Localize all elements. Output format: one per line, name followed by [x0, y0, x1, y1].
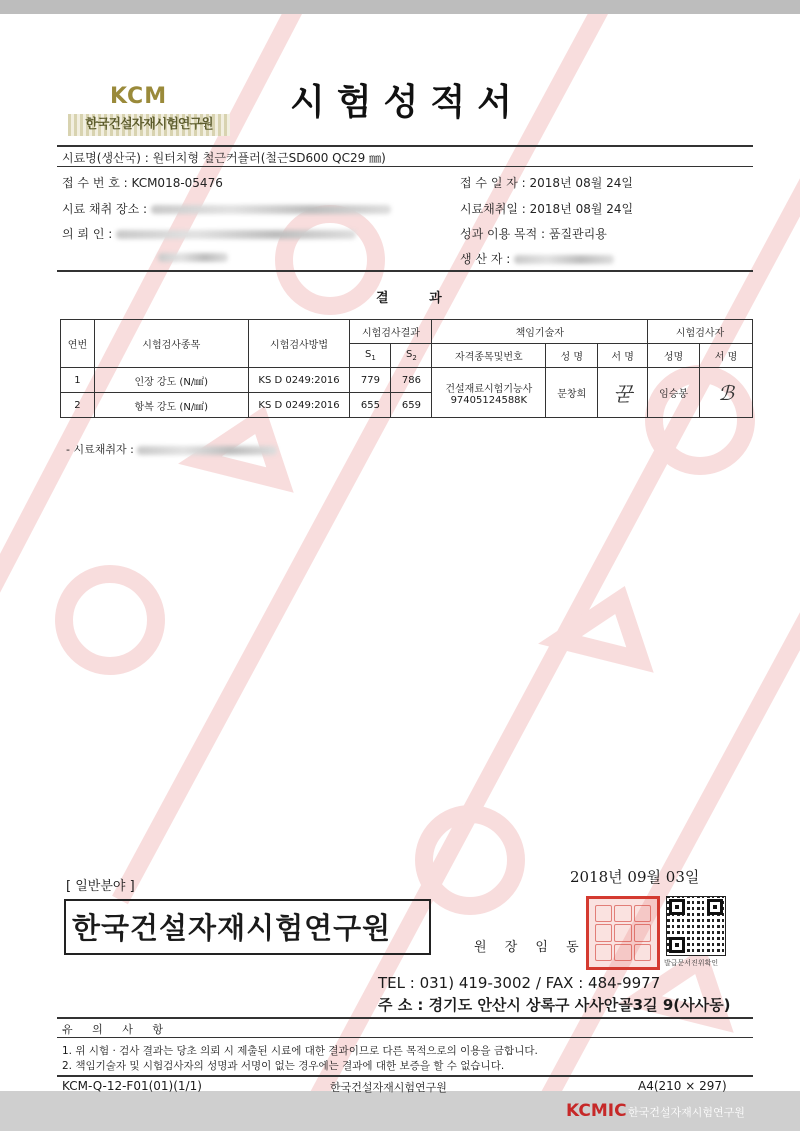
- receipt-no-value: KCM018-05476: [131, 176, 223, 190]
- sampler-row: [66, 441, 277, 457]
- contact-info: TEL : 031) 419-3002 / FAX : 484-9977: [378, 974, 661, 992]
- engineer-license-no: 97405124588K: [450, 394, 528, 406]
- header-result: 시험검사결과: [350, 320, 432, 344]
- receipt-no-label: 접 수 번 호: [62, 176, 120, 190]
- footer-institute: 한국건설자재시험연구원: [330, 1081, 447, 1094]
- table-row: [61, 368, 753, 393]
- footer-form-code: KCM-Q-12-F01(01)(1/1): [62, 1079, 202, 1093]
- row2-seq: 2: [61, 393, 95, 418]
- header-qualification: 자격종목및번호: [432, 344, 546, 368]
- logo-abbr: KCM: [110, 84, 168, 109]
- receipt-date-value: 2018년 08월 24일: [529, 176, 633, 190]
- sample-name-label: 시료명(생산국): [62, 151, 141, 165]
- engineer-qualification: 건설재료시험기능사: [445, 383, 533, 395]
- note-item-2: 2. 책임기술자 및 시험검사자의 성명과 서명이 없는 경우에는 결과에 대한 보증을 할 수 없습니다.: [62, 1060, 505, 1072]
- row1-item: 인장 강도 (N/㎟): [94, 368, 248, 393]
- issue-date: 2018년 09월 03일: [570, 868, 700, 886]
- category-label: [ 일반분야 ]: [66, 879, 135, 894]
- divider-notes-head: [57, 1037, 753, 1038]
- notes-heading: 유 의 사 항: [62, 1023, 171, 1036]
- header-tester-name: 성명: [648, 344, 700, 368]
- purpose-value: 품질관리용: [548, 227, 607, 241]
- header-s2: $S_2$: [391, 344, 432, 368]
- institute-logo: [68, 78, 230, 140]
- row2-s2: 659: [391, 393, 432, 418]
- client-second-line: [158, 250, 228, 264]
- row1-method: KS D 0249:2016: [248, 368, 350, 393]
- note-item-1: 1. 위 시험 · 검사 결과는 당초 의뢰 시 제출된 시료에 대한 결과이므로 다른 목적으로의 이용을 금합니다.: [62, 1045, 538, 1057]
- divider-notes-top: [57, 1017, 753, 1019]
- header-engineer-name: 성 명: [546, 344, 598, 368]
- kcmic-brand-text: 한국건설자재시험연구원: [628, 1106, 745, 1119]
- engineer-qualification-cell: [432, 368, 546, 418]
- results-heading: 결 과: [376, 291, 460, 306]
- official-seal-icon: [586, 896, 660, 970]
- row1-seq: 1: [61, 368, 95, 393]
- sampler-label: - 시료채취자 :: [66, 443, 134, 456]
- header-engineer: 책임기술자: [432, 320, 648, 344]
- footer-paper-size: A4(210 × 297): [638, 1079, 727, 1093]
- header-seq: 연번: [61, 320, 95, 368]
- header-tester-sign: 서 명: [700, 344, 753, 368]
- divider-top: [57, 145, 753, 147]
- institute-name-box: [64, 899, 431, 955]
- sample-name-value: 원터치형 철근커플러(철근SD600 QC29 ㎜): [152, 151, 386, 165]
- kcmic-brand-logo: KCMIC: [566, 1101, 627, 1121]
- header-method: 시험검사방법: [248, 320, 350, 368]
- redacted-client: [116, 230, 356, 239]
- table-header-row-1: [61, 320, 753, 344]
- redacted-producer: [514, 255, 614, 264]
- receipt-no-row: 접 수 번 호 : KCM018-05476: [62, 176, 223, 190]
- redacted-sampler: [137, 446, 277, 455]
- document-title: 시험성적서: [290, 82, 524, 123]
- qr-caption: 발급문서진위확인: [664, 959, 719, 967]
- address-info: 주 소 : 경기도 안산시 상록구 사사안골3길 9(사사동): [378, 996, 731, 1014]
- engineer-name: 문창희: [546, 368, 598, 418]
- receipt-date-label: 접 수 일 자: [460, 176, 518, 190]
- header-tester: 시험검사자: [648, 320, 753, 344]
- producer-label: 생 산 자: [460, 252, 503, 266]
- tester-name: 임승봉: [648, 368, 700, 418]
- institute-name: 한국건설자재시험연구원: [72, 911, 392, 945]
- collection-place-row: 시료 채취 장소 :: [62, 200, 391, 217]
- client-label: 의 뢰 인: [62, 227, 105, 241]
- header-engineer-sign: 서 명: [598, 344, 648, 368]
- row2-item: 항복 강도 (N/㎟): [94, 393, 248, 418]
- divider-notes-bottom: [57, 1075, 753, 1077]
- receipt-date-row: 접 수 일 자 : 2018년 08월 24일: [460, 176, 633, 190]
- purpose-label: 성과 이용 목적: [460, 227, 538, 241]
- collection-place-label: 시료 채취 장소: [62, 202, 140, 216]
- row2-s1: 655: [350, 393, 391, 418]
- producer-row: 생 산 자 :: [460, 250, 614, 267]
- collection-date-row: 시료채취일 : 2018년 08월 24일: [460, 202, 634, 216]
- divider-info-bottom: [57, 270, 753, 272]
- client-row: 의 뢰 인 :: [62, 225, 356, 242]
- row1-s2: 786: [391, 368, 432, 393]
- divider-sample-name: [57, 166, 753, 167]
- header-s1: $S_1$: [350, 344, 391, 368]
- row1-s1: 779: [350, 368, 391, 393]
- tester-signature: [700, 368, 753, 418]
- engineer-signature-mark: 꾿: [612, 382, 633, 406]
- row2-method: KS D 0249:2016: [248, 393, 350, 418]
- redacted-collection-place: [151, 205, 391, 214]
- logo-name: 한국건설자재시험연구원: [68, 114, 230, 136]
- director-title: 원 장 임 동: [474, 940, 586, 955]
- tester-signature-mark: ℬ: [718, 380, 734, 405]
- results-table: [60, 319, 753, 418]
- engineer-signature: [598, 368, 648, 418]
- header-item: 시험검사종목: [94, 320, 248, 368]
- collection-date-label: 시료채취일: [460, 202, 518, 216]
- collection-date-value: 2018년 08월 24일: [529, 202, 634, 216]
- redacted-client-line2: [158, 253, 228, 262]
- sample-name-row: 시료명(생산국) : 원터치형 철근커플러(철근SD600 QC29 ㎜): [62, 151, 386, 165]
- qr-code-icon[interactable]: [666, 896, 726, 956]
- purpose-row: 성과 이용 목적 : 품질관리용: [460, 227, 607, 241]
